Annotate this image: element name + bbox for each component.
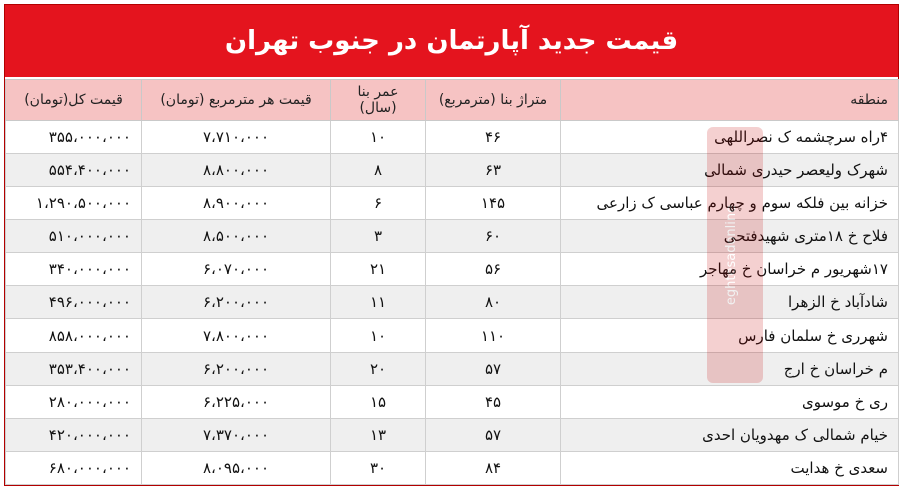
table-row	[6, 418, 899, 451]
cell-price-per-m2: ۶،۲۲۵،۰۰۰	[142, 385, 331, 418]
table-row	[6, 385, 899, 418]
cell-region: فلاح خ ۱۸متری شهیدفتحی	[561, 220, 899, 253]
cell-price-per-m2: ۶،۰۷۰،۰۰۰	[142, 253, 331, 286]
cell-area: ۸۴	[426, 451, 561, 484]
cell-total-price: ۸۵۸،۰۰۰،۰۰۰	[6, 319, 142, 352]
cell-area: ۶۰	[426, 220, 561, 253]
cell-area: ۶۳	[426, 154, 561, 187]
cell-area: ۸۰	[426, 286, 561, 319]
cell-total-price: ۴۹۶،۰۰۰،۰۰۰	[6, 286, 142, 319]
cell-region: خزانه بین فلکه سوم و چهارم عباسی ک زارعی	[561, 187, 899, 220]
cell-price-per-m2: ۶،۲۰۰،۰۰۰	[142, 352, 331, 385]
cell-price-per-m2: ۷،۳۷۰،۰۰۰	[142, 418, 331, 451]
cell-area: ۱۴۵	[426, 187, 561, 220]
price-table-card	[4, 4, 899, 486]
cell-total-price: ۱،۲۹۰،۵۰۰،۰۰۰	[6, 187, 142, 220]
cell-price-per-m2: ۶،۲۰۰،۰۰۰	[142, 286, 331, 319]
cell-region: شادآباد خ الزهرا	[561, 286, 899, 319]
table-row	[6, 121, 899, 154]
cell-price-per-m2: ۸،۸۰۰،۰۰۰	[142, 154, 331, 187]
table-row	[6, 154, 899, 187]
header-age: عمر بنا (سال)	[331, 80, 426, 121]
cell-total-price: ۵۱۰،۰۰۰،۰۰۰	[6, 220, 142, 253]
page-title: قیمت جدید آپارتمان در جنوب تهران	[224, 26, 679, 56]
table-row	[6, 187, 899, 220]
cell-region: م خراسان خ ارج	[561, 352, 899, 385]
header-total-price: قیمت کل(تومان)	[6, 80, 142, 121]
cell-age: ۱۱	[331, 286, 426, 319]
cell-region: ۱۷شهریور م خراسان خ مهاجر	[561, 253, 899, 286]
cell-total-price: ۶۸۰،۰۰۰،۰۰۰	[6, 451, 142, 484]
cell-age: ۲۱	[331, 253, 426, 286]
cell-area: ۴۵	[426, 385, 561, 418]
cell-age: ۳۰	[331, 451, 426, 484]
table-header-row	[6, 80, 899, 121]
price-table	[5, 79, 899, 485]
cell-age: ۱۰	[331, 319, 426, 352]
cell-total-price: ۲۸۰،۰۰۰،۰۰۰	[6, 385, 142, 418]
table-row	[6, 286, 899, 319]
table-row	[6, 352, 899, 385]
header-region: منطقه	[561, 80, 899, 121]
table-row	[6, 220, 899, 253]
cell-area: ۴۶	[426, 121, 561, 154]
cell-region: شهرک ولیعصر حیدری شمالی	[561, 154, 899, 187]
cell-price-per-m2: ۸،۵۰۰،۰۰۰	[142, 220, 331, 253]
cell-area: ۱۱۰	[426, 319, 561, 352]
cell-price-per-m2: ۸،۰۹۵،۰۰۰	[142, 451, 331, 484]
cell-region: ری خ موسوی	[561, 385, 899, 418]
table-row	[6, 319, 899, 352]
table-row	[6, 253, 899, 286]
cell-region: خیام شمالی ک مهدویان احدی	[561, 418, 899, 451]
cell-region: ۴راه سرچشمه ک نصراللهی	[561, 121, 899, 154]
cell-total-price: ۳۵۵،۰۰۰،۰۰۰	[6, 121, 142, 154]
cell-total-price: ۳۴۰،۰۰۰،۰۰۰	[6, 253, 142, 286]
cell-region: سعدی خ هدایت	[561, 451, 899, 484]
cell-price-per-m2: ۸،۹۰۰،۰۰۰	[142, 187, 331, 220]
cell-age: ۲۰	[331, 352, 426, 385]
table-row	[6, 451, 899, 484]
cell-area: ۵۶	[426, 253, 561, 286]
cell-age: ۳	[331, 220, 426, 253]
header-price-per-m2: قیمت هر مترمربع (تومان)	[142, 80, 331, 121]
cell-area: ۵۷	[426, 418, 561, 451]
cell-age: ۱۰	[331, 121, 426, 154]
cell-age: ۱۵	[331, 385, 426, 418]
title-bar	[5, 5, 898, 77]
cell-region: شهرری خ سلمان فارس	[561, 319, 899, 352]
header-area: متراژ بنا (مترمربع)	[426, 80, 561, 121]
cell-price-per-m2: ۷،۷۱۰،۰۰۰	[142, 121, 331, 154]
cell-age: ۸	[331, 154, 426, 187]
cell-total-price: ۴۲۰،۰۰۰،۰۰۰	[6, 418, 142, 451]
cell-age: ۱۳	[331, 418, 426, 451]
cell-total-price: ۵۵۴،۴۰۰،۰۰۰	[6, 154, 142, 187]
cell-total-price: ۳۵۳،۴۰۰،۰۰۰	[6, 352, 142, 385]
cell-age: ۶	[331, 187, 426, 220]
cell-area: ۵۷	[426, 352, 561, 385]
cell-price-per-m2: ۷،۸۰۰،۰۰۰	[142, 319, 331, 352]
